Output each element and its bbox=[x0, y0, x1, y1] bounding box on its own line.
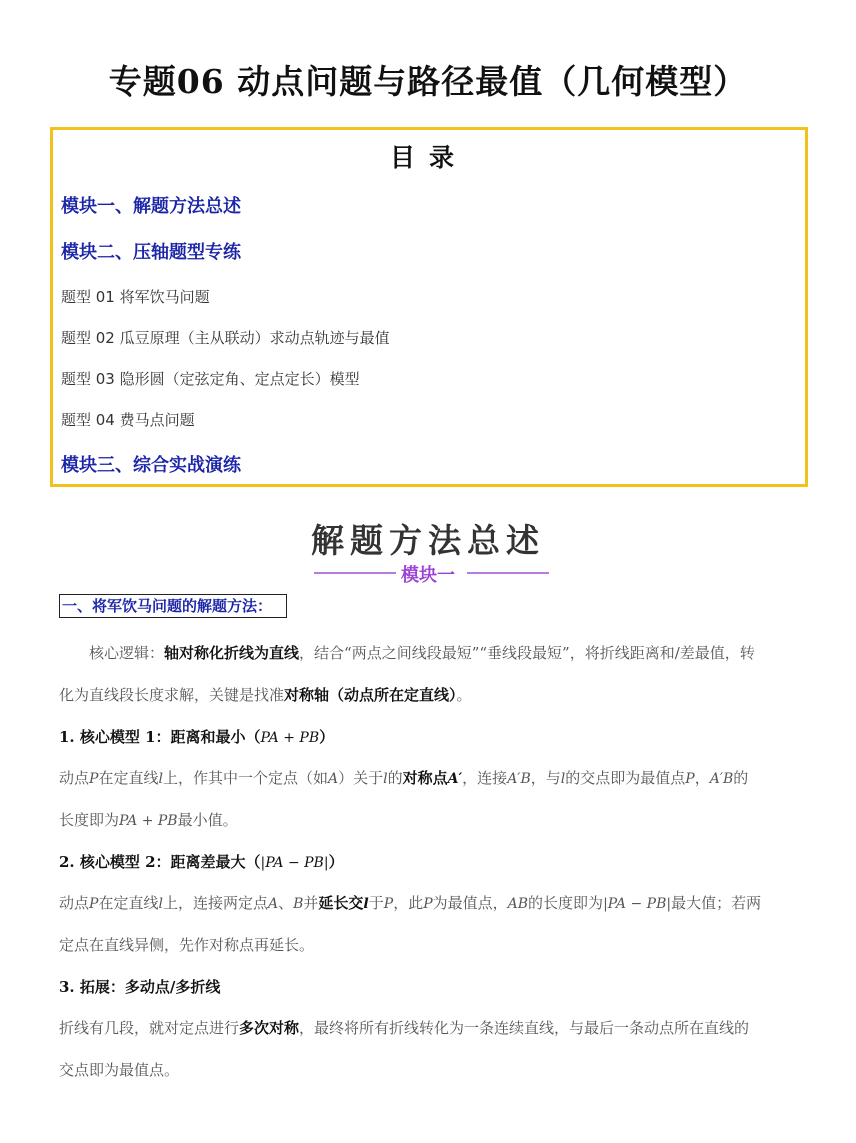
model-1-line-2: 长度即为PA + PB最小值。 bbox=[59, 811, 238, 829]
toc-type-02[interactable]: 题型 02 瓜豆原理（主从联动）求动点轨迹与最值 bbox=[61, 329, 390, 347]
toc-type-03[interactable]: 题型 03 隐形圆（定弦定角、定点定长）模型 bbox=[61, 370, 360, 388]
model-2-line-1: 动点P在定直线l上，连接两定点A、B并延长交l于P，此P为最值点，AB的长度即为|PA − PB|最大值；若两 bbox=[59, 894, 762, 912]
toc-module-1[interactable]: 模块一、解题方法总述 bbox=[61, 196, 241, 217]
model-2-heading: 2. 核心模型 2：距离差最大（|PA − PB|） bbox=[59, 853, 344, 871]
banner-subtitle: 模块一 bbox=[401, 565, 455, 586]
toc-heading: 目录 bbox=[389, 143, 468, 172]
toc-module-2[interactable]: 模块二、压轴题型专练 bbox=[61, 242, 241, 263]
document-title: 专题06 动点问题与路径最值（几何模型） bbox=[108, 62, 748, 101]
module-banner bbox=[0, 515, 856, 590]
intro-line-2: 化为直线段长度求解，关键是找准对称轴（动点所在定直线）。 bbox=[59, 686, 472, 704]
toc-type-04[interactable]: 题型 04 费马点问题 bbox=[61, 411, 195, 429]
banner-right-rule bbox=[467, 572, 549, 574]
toc-type-01[interactable]: 题型 01 将军饮马问题 bbox=[61, 288, 210, 306]
model-3-heading: 3. 拓展：多动点/多折线 bbox=[59, 978, 221, 996]
table-of-contents bbox=[50, 127, 808, 487]
model-2-line-2: 定点在直线异侧，先作对称点再延长。 bbox=[59, 936, 315, 954]
model-1-line-1: 动点P在定直线l上，作其中一个定点（如A）关于l的对称点A′，连接A′B，与l的交点即为最值点P，A′B的 bbox=[59, 769, 749, 787]
model-1-heading: 1. 核心模型 1：距离和最小（PA + PB） bbox=[59, 728, 335, 746]
banner-title: 解题方法总述 bbox=[311, 521, 545, 560]
section-heading: 一、将军饮马问题的解题方法： bbox=[59, 594, 287, 618]
model-3-line-2: 交点即为最值点。 bbox=[59, 1061, 180, 1079]
intro-line-1: 核心逻辑：轴对称化折线为直线，结合“两点之间线段最短”“垂线段最短”，将折线距离和/差最值，转 bbox=[89, 644, 755, 662]
model-3-line-1: 折线有几段，就对定点进行多次对称，最终将所有折线转化为一条连续直线，与最后一条动点所在直线的 bbox=[59, 1019, 750, 1037]
toc-module-3[interactable]: 模块三、综合实战演练 bbox=[61, 455, 241, 476]
